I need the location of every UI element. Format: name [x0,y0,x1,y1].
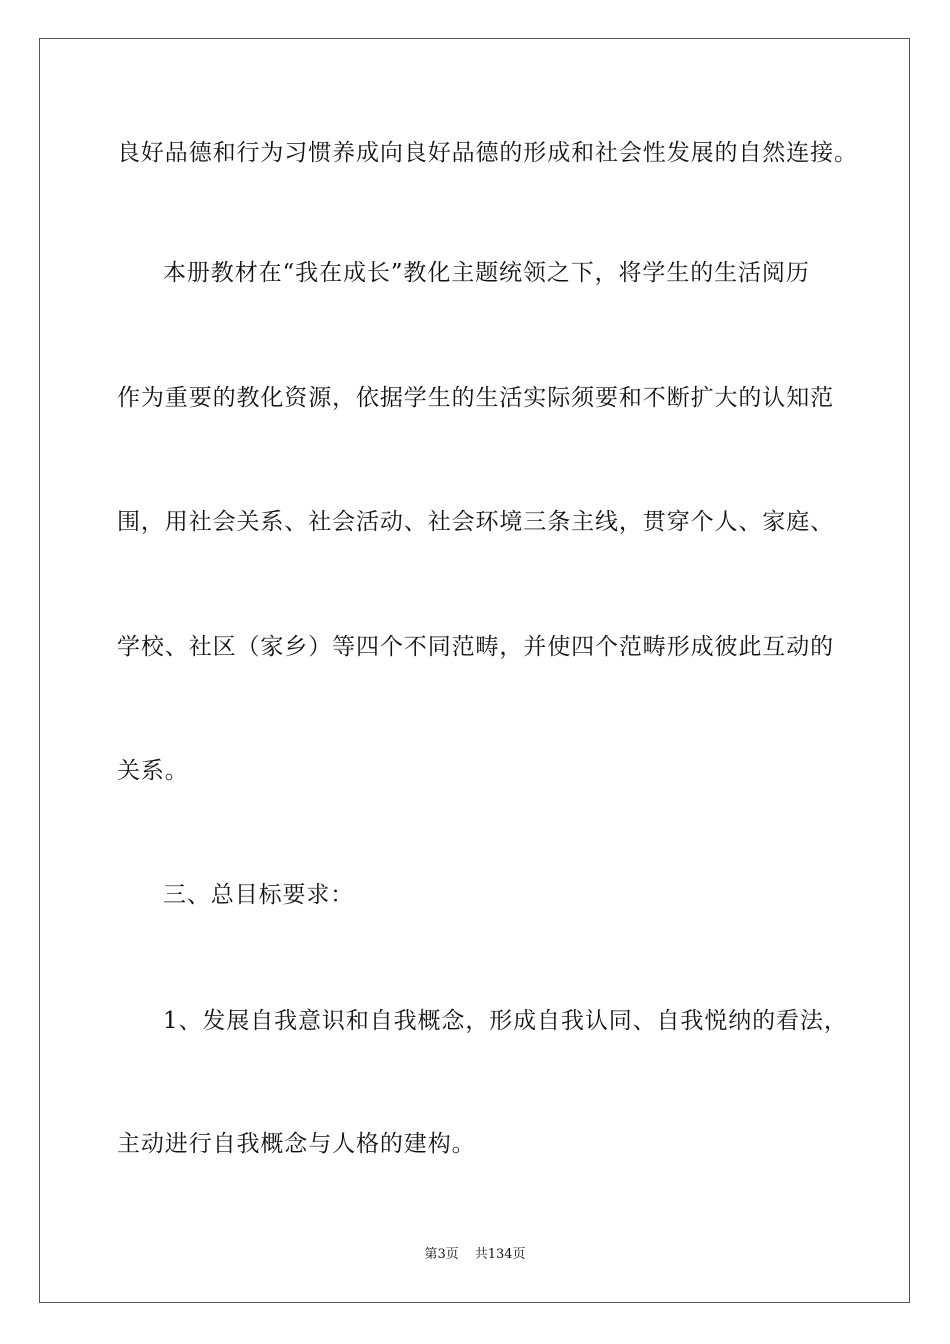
paragraph-line-2: 本册教材在“我在成长”教化主题统领之下，将学生的生活阅历 [163,260,810,286]
page-footer [0,1246,950,1264]
paragraph-line-1: 良好品德和行为习惯养成向良好品德的形成和社会性发展的自然连接。 [117,140,858,166]
page-number: 第3页 [424,1247,459,1262]
section-heading: 三、总目标要求： [163,882,355,908]
paragraph-line-3: 作为重要的教化资源，依据学生的生活实际须要和不断扩大的认知范 [117,385,834,411]
total-pages: 共134页 [474,1247,526,1262]
list-item-line-2: 主动进行自我概念与人格的建构。 [117,1131,476,1157]
list-item-line-1: 1、发展自我意识和自我概念，形成自我认同、自我悦纳的看法， [163,1008,848,1034]
paragraph-line-4: 围，用社会关系、社会活动、社会环境三条主线，贯穿个人、家庭、 [117,509,834,535]
page-border [39,38,910,1303]
paragraph-line-6: 关系。 [117,758,189,784]
paragraph-line-5: 学校、社区（家乡）等四个不同范畴，并使四个范畴形成彼此互动的 [117,634,834,660]
